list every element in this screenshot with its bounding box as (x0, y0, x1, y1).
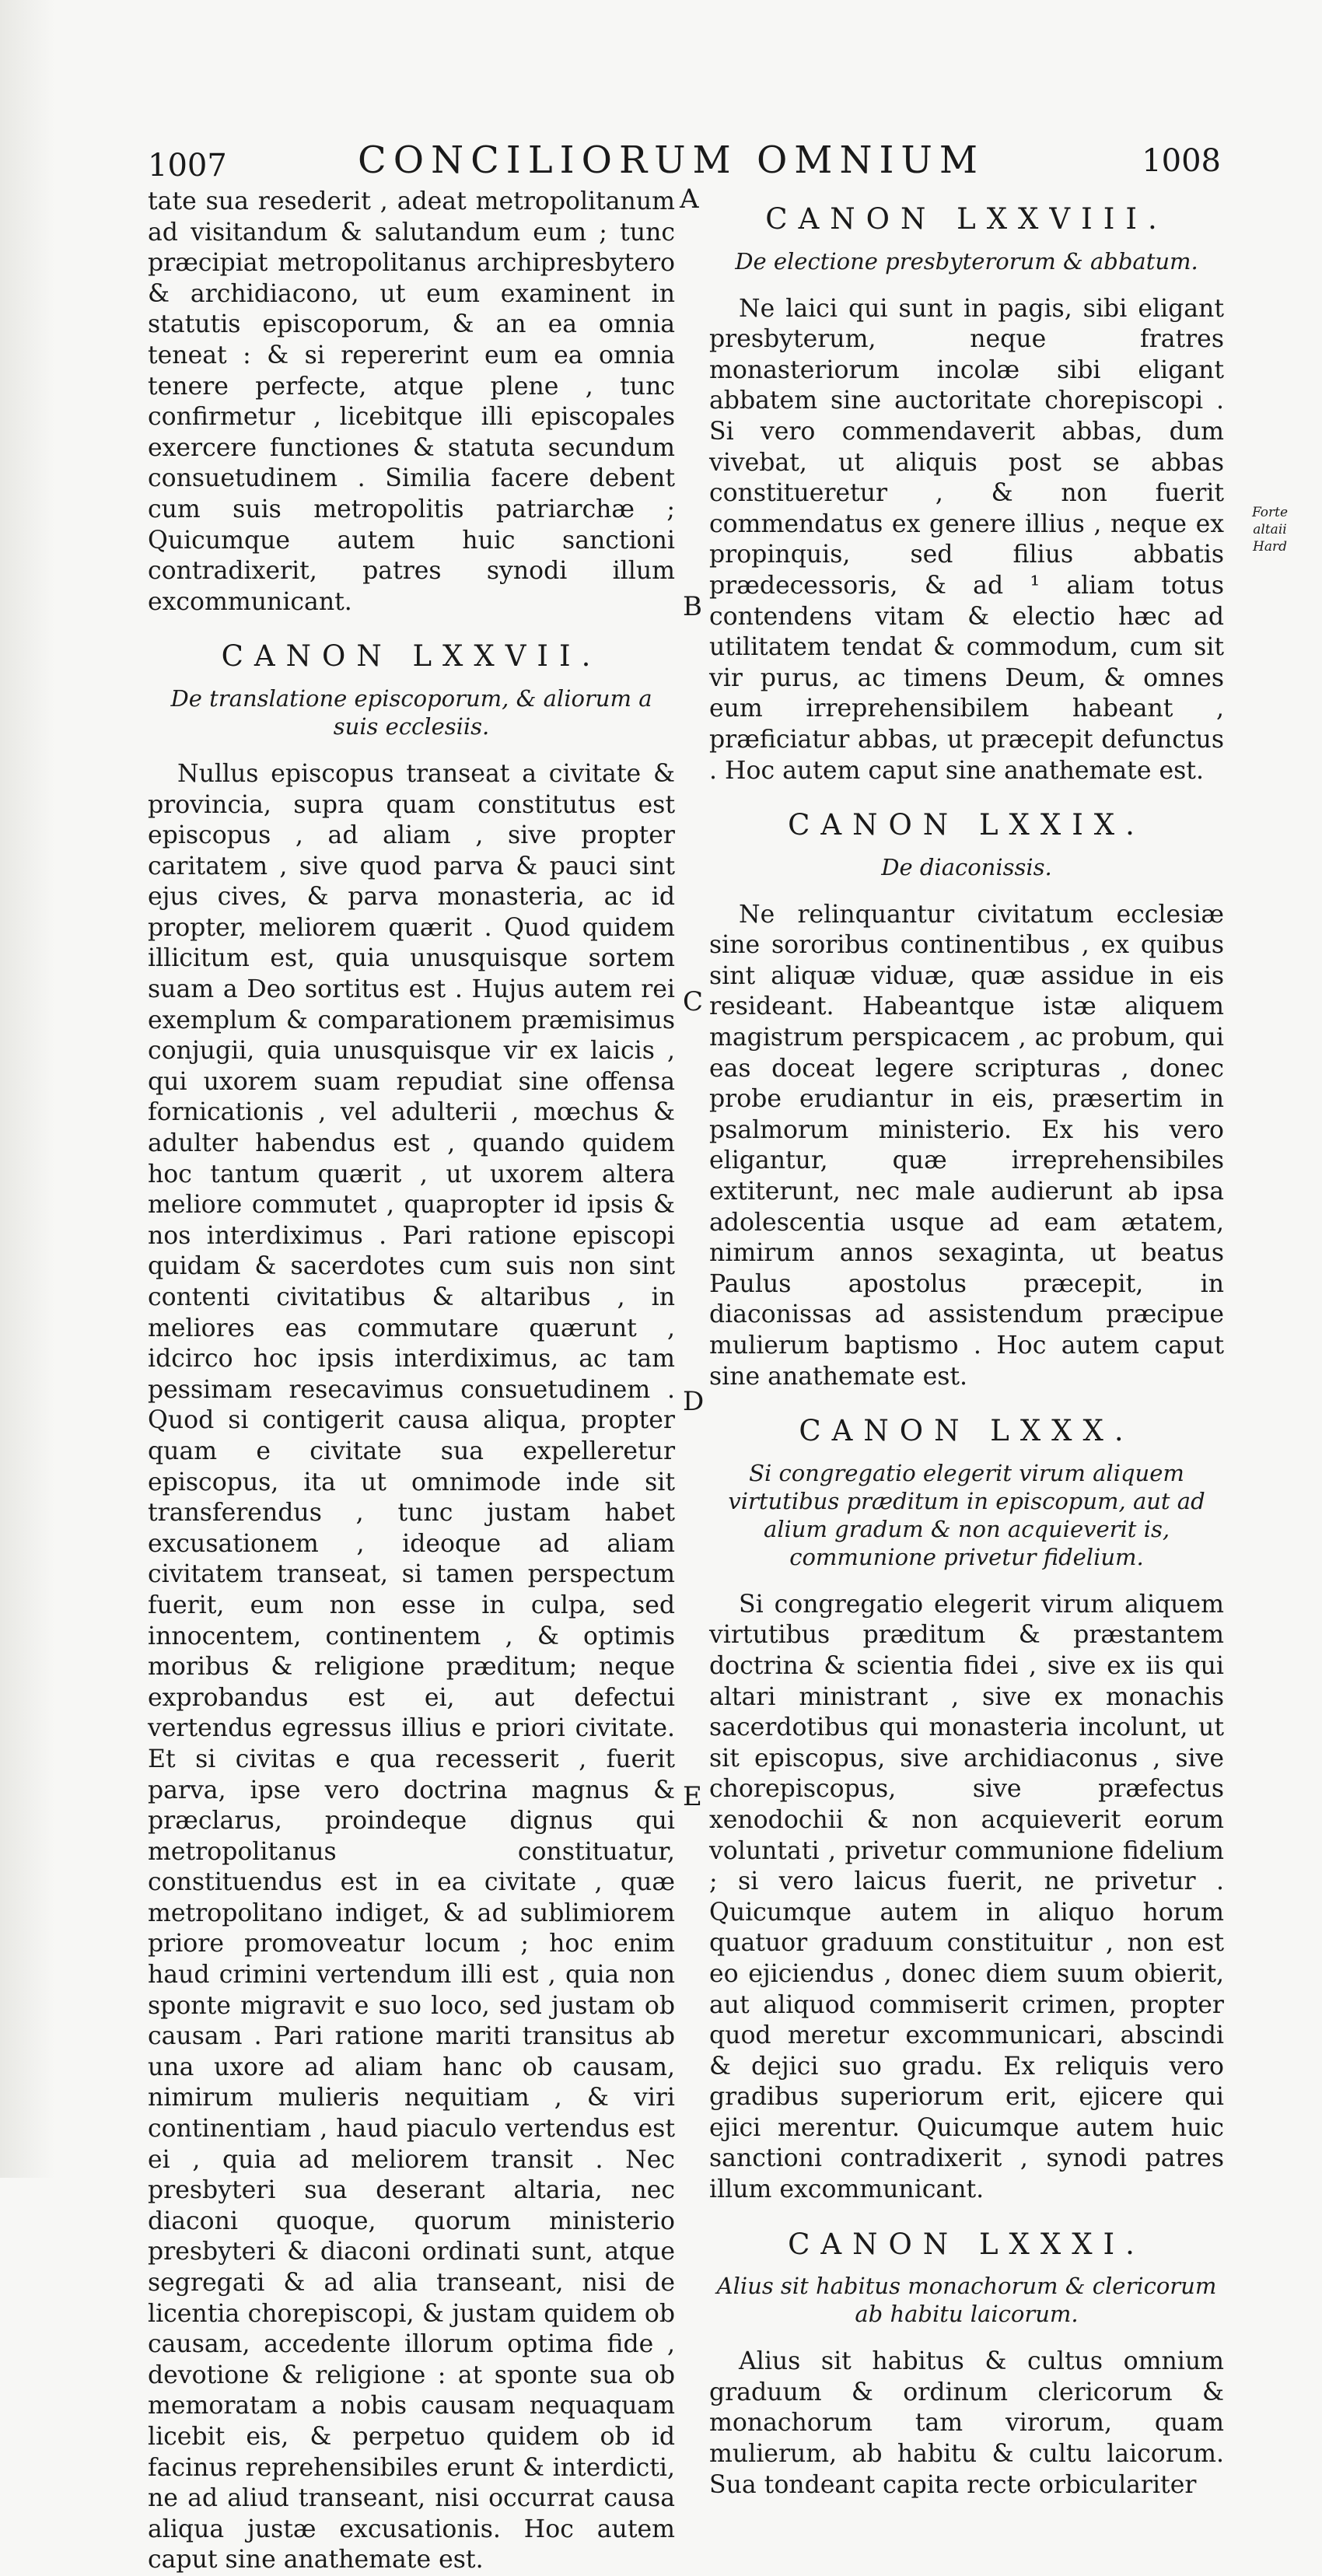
canon-78-text: Ne laici qui sunt in pagis, sibi eligant presbyterum, neque fratres monasteriorum incolæ sibi eligant abbatem sine auctoritate chorepiscopi . Si vero commendaverit abbas, dum vivebat, ut aliquis post se abbas constitueretur , & non fuerit commendatus ex genere illius , neque ex propinquis, sed filius abbatis prædecessoris, & ad ¹ aliam totus contendens vitam & electio hæc ad utilitatem tendat & commodum, cum sit vir purus, ac timens Deum, & omnes eum irreprehensibilem habeant , præficiatur abbas, ut præcepit defunctus . Hoc autem caput sine anathemate est. (709, 294, 1224, 785)
canon-81-title: CANON LXXXI. (788, 2227, 1145, 2261)
canon-80-text: Si congregatio elegerit virum aliquem virtutibus præditum & præstantem doctrina & scientia fidei , sive ex iis qui altari ministrant , sive ex monachis sacerdotibus qui monasteria incolunt, ut sit episcopus, sive archidiaconus , sive chorepiscopus, sive præfectus xenodochii & non acquieverit eorum voluntati , privetur communione fidelium ; si vero laicus fuerit, ne privetur . Quicumque autem in aliquo horum quatuor graduum constituitur , non est eo ejiciendus , donec diem suum obierit, aut aliquod commiserit crimen, propter quod meretur excommunicari, abscindi & dejici suo gradu. Ex reliquis vero gradibus superiorum erit, ejicere qui ejici merentur. Quicumque autem huic sanctioni contradixerit , synodi patres illum excommunicant. (709, 1590, 1224, 2204)
canon-81-subtitle: Alius sit habitus monachorum & clericorum ab habitu laicorum. (716, 2273, 1217, 2328)
canon-79-subtitle: De diaconissis. (881, 853, 1052, 880)
right-column (709, 204, 1224, 2501)
margin-note: Forte altaii Hard (1251, 505, 1289, 555)
margin-letter-d: D (683, 1386, 705, 1417)
canon-77-title: CANON LXXVII. (221, 639, 602, 674)
canon-78-title: CANON LXXVIII. (765, 202, 1168, 236)
margin-letter-e: E (683, 1781, 702, 1812)
left-column (148, 187, 675, 2576)
margin-letter-b: B (683, 591, 702, 622)
canon-81-text: Alius sit habitus & cultus omnium graduum & ordinum clericorum & monachorum tam virorum, quam mulierum, ab habitu & cultu laicorum. Sua tondeant capita recte orbiculariter (709, 2347, 1224, 2499)
margin-letter-a: A (680, 184, 699, 215)
canon-79-text: Ne relinquantur civitatum ecclesiæ sine sororibus continentibus , ex quibus sint aliquæ viduæ, quæ assidue in eis resideant. Habeantque istæ aliquem magistrum perspicacem , ac probum, qui eas doceat legere scripturas , donec probe erudiantur in eis, præsertim in psalmorum ministerio. Ex his vero eligantur, quæ irreprehensibiles extiterunt, nec male audierunt ab ipsa adolescentia usque ad eam ætatem, nimirum annos sexaginta, ut beatus Paulus apostolus præcepit, in diaconissas ad assistendum præcipue mulierum baptismo . Hoc autem caput sine anathemate est. (709, 900, 1224, 1391)
canon-78-subtitle: De electione presbyterorum & abbatum. (735, 247, 1198, 275)
margin-letter-c: C (683, 986, 704, 1017)
canon-80-title: CANON LXXX. (799, 1414, 1135, 1448)
page-gutter-shadow (0, 0, 54, 2178)
page-number-right: 1008 (1142, 143, 1221, 179)
canon-77-text: Nullus episcopus transeat a civitate & provincia, supra quam constitutus est episcopus , ad aliam , sive propter caritatem , sive quod parva & pauci sint ejus cives, & parva monasteria, ac id propter, meliorem quærit . Quod quidem illicitum est, quia unusquisque sortem suam a Deo sortitus est . Hujus autem rei exemplum & comparationem præmisimus conjugii, quia unusquisque vir ex laicis , qui uxorem suam repudiat sine offensa fornicationis , vel adulterii , mœchus & adulter habendus est , quando quidem hoc tantum quærit , ut uxorem altera meliore commutet , quapropter id ipsis & nos interdiximus . Pari ratione episcopi quidam & sacerdotes cum suis non sint contenti civitatibus & altaribus , in meliores eas commutare quærunt , idcirco hoc ipsis interdiximus, ac tam pessimam resecavimus consuetudinem . Quod si contigerit causa aliqua, propter quam e civitate sua expelleretur episcopus, ita ut omnimode inde sit transferendus , tunc justam habet excusationem , ideoque ad aliam civitatem transeat, si tamen perspectum fuerit, eum non esse in culpa, sed innocentem, continentem , & optimis moribus & religione præditum; neque exprobandus est ei, aut defectui vertendus egressus illius e priori civitate. Et si civitas e qua recesserit , fuerit parva, ipse vero doctrina magnus & præclarus, proindeque dignus qui metropolitanus constituatur, constituendus est in ea civitate , quæ metropolitano indiget, & ad sublimiorem priore promoveatur locum ; hoc enim haud crimini vertendum illi est , quia non sponte migravit e suo loco, sed justam ob causam . Pari ratione mariti transitus ab una uxore ad aliam hanc ob causam, nimirum mulieris nequitiam , & viri continentiam , haud piaculo vertendus est ei , quia ad meliorem transit . Nec presbyteri sua deserant altaria, nec diaconi quoque, quorum ministerio presbyteri & diaconi ordinati sunt, atque segregati & ad alia transeant, nisi de licentia chorepiscopi, & justam quidem ob causam, accedente illorum optima fide , devotione & religione : at sponte sua ob memoratam a nobis causam nequaquam licebit eis, & perpetuo quidem ob id facinus reprehensibiles erunt & interdicti, ne ad aliud transeant, nisi occurrat causa aliqua justæ excusationis. Hoc autem caput sine anathemate est. (148, 759, 675, 2574)
canon-80-subtitle: Si congregatio elegerit virum aliquem virtutibus præditum in episcopum, aut ad alium gradum & non acquieverit is, communione privetur fidelium. (728, 1459, 1205, 1570)
page-number-left: 1007 (148, 148, 227, 184)
continued-paragraph: tate sua resederit , adeat metropolitanum ad visitandum & salutandum eum ; tunc præcipiat metropolitanus archipresbytero & archidiacono, ut eum examinent in statutis episcoporum, & an ea omnia teneat : & si repererint eum ea omnia tenere perfecte, atque plene , tunc confirmetur , licebitque illi episcopales exercere functiones & statuta secundum consuetudinem . Similia facere debent cum suis metropolitis patriarchæ ; Quicumque autem huic sanctioni contradixerit, patres synodi illum excommunicant. (148, 187, 675, 616)
running-title: CONCILIORUM OMNIUM (358, 138, 985, 182)
canon-77-subtitle: De translatione episcoporum, & aliorum a suis ecclesiis. (170, 684, 652, 740)
canon-79-title: CANON LXXIX. (788, 808, 1145, 842)
